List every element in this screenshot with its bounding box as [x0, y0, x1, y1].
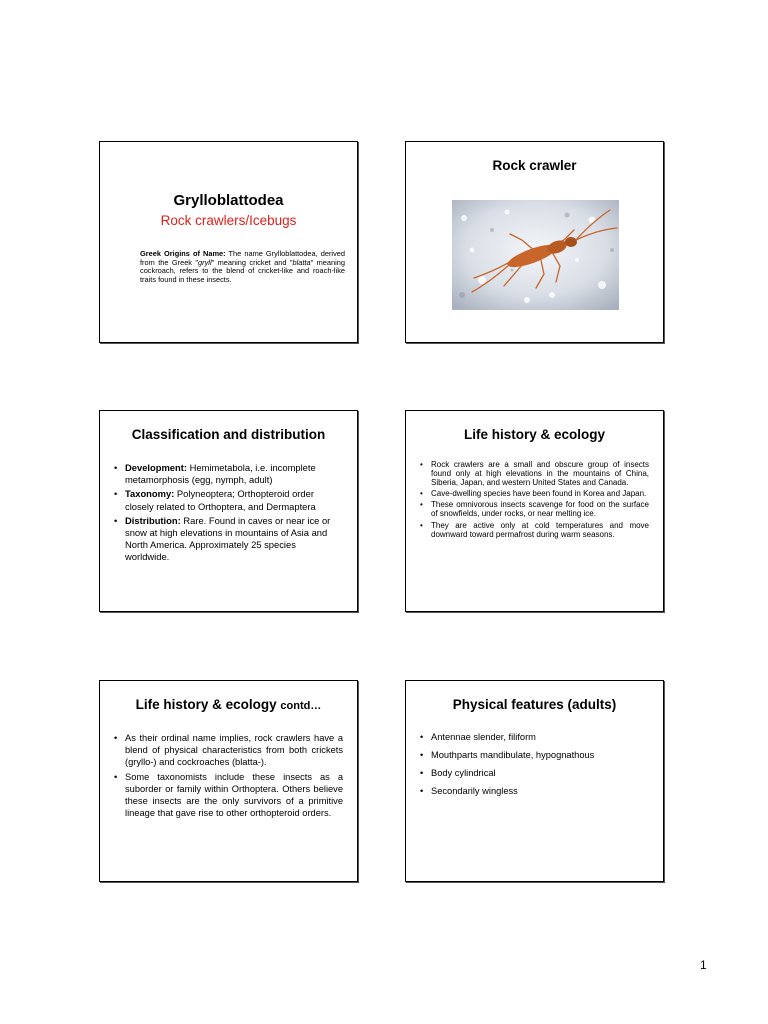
slide-title: Life history & ecology: [463, 427, 606, 442]
greek-origins-note: [140, 250, 345, 284]
note-em-gryll: gryll: [198, 257, 212, 267]
list-item: • They are active only at cold temperatures and move downward toward permafrost during warm seasons.: [420, 521, 649, 539]
note-text-2: " meaning cricket and ": [211, 257, 293, 267]
slide-grylloblattodea: [99, 141, 358, 343]
list-item: • Antennae slender, filiform: [420, 731, 649, 743]
note-em-blatta: blatta: [292, 257, 311, 267]
list-item: • As their ordinal name implies, rock crawlers have a blend of physical characteristics from both crickets (gryllo-) and cockroaches (blatta-).: [114, 732, 343, 769]
slide-classification: [99, 410, 358, 612]
list-item: • These omnivorous insects scavenge for food on the surface of snowfields, under rocks, or near melting ice.: [420, 500, 649, 518]
slide-rock-crawler: [405, 141, 664, 343]
note-text-3: " meaning cockroach, refers to the blend of cricket-like and roach-like traits found in these insects.: [140, 257, 345, 284]
item-text: Hemimetabola, i.e. incomplete metamorphosis (egg, nymph, adult): [125, 462, 316, 486]
list-item: • Secondarily wingless: [420, 785, 649, 797]
bullet-list: [420, 731, 649, 797]
bullet-list: [114, 462, 341, 564]
note-text-1: The name Grylloblattodea, derived from the Greek ": [140, 249, 345, 267]
slide-title: Grylloblattodea: [173, 192, 284, 209]
list-item: • Body cylindrical: [420, 767, 649, 779]
list-item: [114, 488, 341, 512]
bullet-list: [114, 732, 343, 819]
list-item: • Some taxonomists include these insects as a suborder or family within Orthoptera. Others believe these insects are the only survivors of a primitive lineage that gave rise to other orthopteroid orders.: [114, 771, 343, 820]
slide-life-history-contd: [99, 680, 358, 882]
rock-crawler-photo: [452, 200, 619, 310]
slide-title: Classification and distribution: [131, 427, 326, 442]
slide-subtitle: Rock crawlers/Icebugs: [160, 213, 297, 228]
item-label: Development:: [125, 462, 187, 473]
list-item: [114, 515, 341, 564]
title-contd: contd…: [280, 700, 322, 712]
note-label: Greek Origins of Name:: [140, 249, 226, 258]
bullet-list: [420, 460, 649, 539]
slide-title: Physical features (adults): [452, 697, 617, 712]
list-item: • Mouthparts mandibulate, hypognathous: [420, 749, 649, 761]
item-text: Polyneoptera; Orthopteroid order closely related to Orthoptera, and Dermaptera: [125, 488, 316, 512]
item-label: Taxonomy:: [125, 488, 175, 500]
slide-title: [100, 697, 357, 712]
slide-title: Rock crawler: [492, 158, 577, 173]
list-item: [114, 462, 341, 486]
page-number: 1: [700, 958, 707, 972]
slide-life-history: [405, 410, 664, 612]
list-item: • Rock crawlers are a small and obscure group of insects found only at high elevations in the mountains of China, Siberia, Japan, and western United States and Canada.: [420, 460, 649, 487]
slide-physical-features: [405, 680, 664, 882]
item-label: Distribution:: [125, 514, 181, 526]
item-text: Rare. Found in caves or near ice or snow at high elevations in mountains of Asia and North America. Approximately 25 species worldwide.: [125, 514, 331, 563]
list-item: • Cave-dwelling species have been found in Korea and Japan.: [420, 489, 649, 498]
title-main: Life history & ecology: [135, 697, 281, 712]
